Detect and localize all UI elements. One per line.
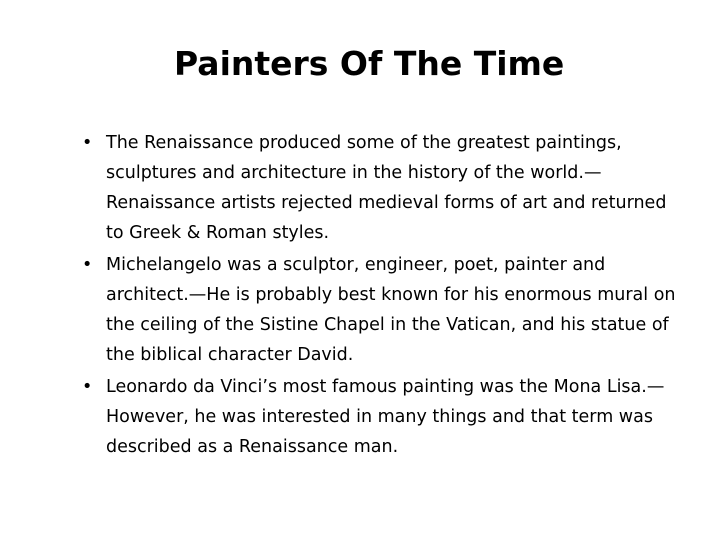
bullet-list bbox=[80, 128, 680, 464]
bullet-item-leonardo bbox=[80, 372, 680, 462]
bullet-item-renaissance bbox=[80, 128, 680, 248]
slide-title: Painters Of The Time bbox=[174, 44, 565, 83]
bullet-marker: • bbox=[82, 133, 93, 153]
bullet-text: The Renaissance produced some of the greatest paintings, sculptures and architecture in the history of the world.—Renaissance artists rejected medieval forms of art and returned to Greek & Roman styles. bbox=[106, 133, 667, 243]
bullet-marker: • bbox=[82, 377, 93, 397]
bullet-marker: • bbox=[82, 255, 93, 275]
bullet-item-michelangelo bbox=[80, 250, 680, 370]
bullet-text: Michelangelo was a sculptor, engineer, poet, painter and architect.—He is probably best known for his enormous mural on the ceiling of the Sistine Chapel in the Vatican, and his statue of the biblical character David. bbox=[106, 255, 676, 365]
bullet-text: Leonardo da Vinci’s most famous painting was the Mona Lisa.—However, he was interested in many things and that term was described as a Renaissance man. bbox=[106, 377, 665, 457]
